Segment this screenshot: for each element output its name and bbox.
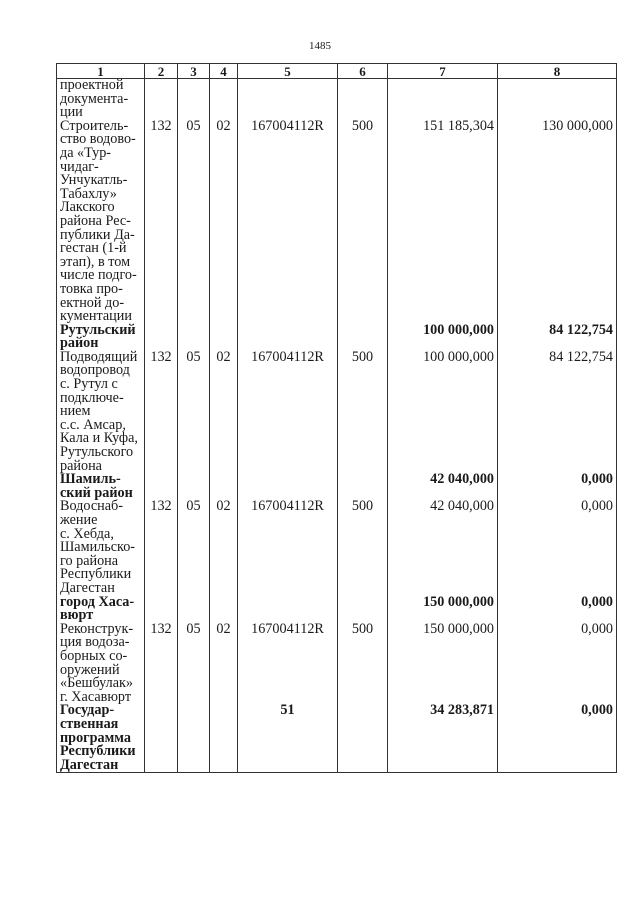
table-row (57, 473, 617, 500)
cell-col6 (338, 324, 388, 351)
cell-col8: 84 122,754 (498, 324, 617, 351)
row-name-cell: Шамиль- ский район (57, 473, 145, 500)
cell-col3: 05 (178, 351, 210, 473)
cell-col8: 0,000 (498, 623, 617, 705)
row-name-cell: проектной документа- ции (57, 79, 145, 120)
row-name-cell: Подводящий водопровод с. Рутул с подключе- нием с.с. Амсар, Кала и Куфа, Рутульского района (57, 351, 145, 473)
cell-col6: 500 (338, 500, 388, 595)
cell-col6 (338, 704, 388, 772)
table-row (57, 324, 617, 351)
cell-col7: 150 000,000 (388, 596, 498, 623)
row-name-cell: город Хаса- вюрт (57, 596, 145, 623)
row-name-cell: Рутульский район (57, 324, 145, 351)
column-header: 3 (178, 64, 210, 79)
cell-col5: 167004112R (238, 351, 338, 473)
cell-col5 (238, 324, 338, 351)
cell-col2 (145, 704, 178, 772)
cell-col2: 132 (145, 500, 178, 595)
cell-col4 (210, 704, 238, 772)
cell-col4: 02 (210, 351, 238, 473)
cell-col7: 34 283,871 (388, 704, 498, 772)
cell-col7: 42 040,000 (388, 500, 498, 595)
row-name-cell: Государ- ственная программа Республики Дагестан (57, 704, 145, 772)
cell-col3: 05 (178, 120, 210, 324)
cell-col4 (210, 596, 238, 623)
table-row (57, 79, 617, 120)
cell-col3: 05 (178, 500, 210, 595)
cell-col2: 132 (145, 623, 178, 705)
cell-col2 (145, 79, 178, 120)
cell-col8: 0,000 (498, 500, 617, 595)
cell-col5 (238, 79, 338, 120)
row-name-cell: Водоснаб- жение с. Хебда, Шамильско- го района Республики Дагестан (57, 500, 145, 595)
cell-col5: 51 (238, 704, 338, 772)
cell-col3 (178, 473, 210, 500)
column-header: 2 (145, 64, 178, 79)
cell-col8 (498, 79, 617, 120)
table-row (57, 704, 617, 772)
cell-col6: 500 (338, 351, 388, 473)
cell-col4: 02 (210, 500, 238, 595)
column-header: 6 (338, 64, 388, 79)
cell-col7: 151 185,304 (388, 120, 498, 324)
cell-col7: 100 000,000 (388, 351, 498, 473)
cell-col7: 100 000,000 (388, 324, 498, 351)
column-header: 8 (498, 64, 617, 79)
cell-col3 (178, 79, 210, 120)
cell-col6: 500 (338, 120, 388, 324)
table-row (57, 596, 617, 623)
cell-col5: 167004112R (238, 500, 338, 595)
cell-col3: 05 (178, 623, 210, 705)
cell-col2 (145, 324, 178, 351)
page-number: 1485 (309, 40, 331, 52)
cell-col7 (388, 79, 498, 120)
table-row (57, 500, 617, 595)
cell-col2: 132 (145, 120, 178, 324)
cell-col2 (145, 596, 178, 623)
cell-col4: 02 (210, 120, 238, 324)
column-header: 7 (388, 64, 498, 79)
cell-col4 (210, 473, 238, 500)
cell-col3 (178, 324, 210, 351)
cell-col6: 500 (338, 623, 388, 705)
column-header: 1 (57, 64, 145, 79)
cell-col5: 167004112R (238, 120, 338, 324)
cell-col8: 0,000 (498, 596, 617, 623)
cell-col7: 42 040,000 (388, 473, 498, 500)
cell-col6 (338, 79, 388, 120)
cell-col8: 84 122,754 (498, 351, 617, 473)
table-row (57, 351, 617, 473)
budget-table (56, 63, 617, 773)
column-header: 5 (238, 64, 338, 79)
cell-col6 (338, 473, 388, 500)
cell-col5 (238, 596, 338, 623)
cell-col4 (210, 79, 238, 120)
cell-col4: 02 (210, 623, 238, 705)
table-row (57, 120, 617, 324)
cell-col5 (238, 473, 338, 500)
cell-col2: 132 (145, 351, 178, 473)
cell-col4 (210, 324, 238, 351)
row-name-cell: Реконструк- ция водоза- борных со- оружений «Бешбулак» г. Хасавюрт (57, 623, 145, 705)
cell-col6 (338, 596, 388, 623)
cell-col8: 130 000,000 (498, 120, 617, 324)
cell-col7: 150 000,000 (388, 623, 498, 705)
cell-col8: 0,000 (498, 473, 617, 500)
cell-col3 (178, 704, 210, 772)
row-name-cell: Строитель- ство водово- да «Тур- чидаг- Унчукатль- Табахлу» Лакского района Рес- публики Да- гестан (1-й этап), в том числе подго- товка про- ектной до- кументации (57, 120, 145, 324)
cell-col2 (145, 473, 178, 500)
table-row (57, 623, 617, 705)
header-row (57, 64, 617, 79)
cell-col8: 0,000 (498, 704, 617, 772)
column-header: 4 (210, 64, 238, 79)
cell-col5: 167004112R (238, 623, 338, 705)
cell-col3 (178, 596, 210, 623)
